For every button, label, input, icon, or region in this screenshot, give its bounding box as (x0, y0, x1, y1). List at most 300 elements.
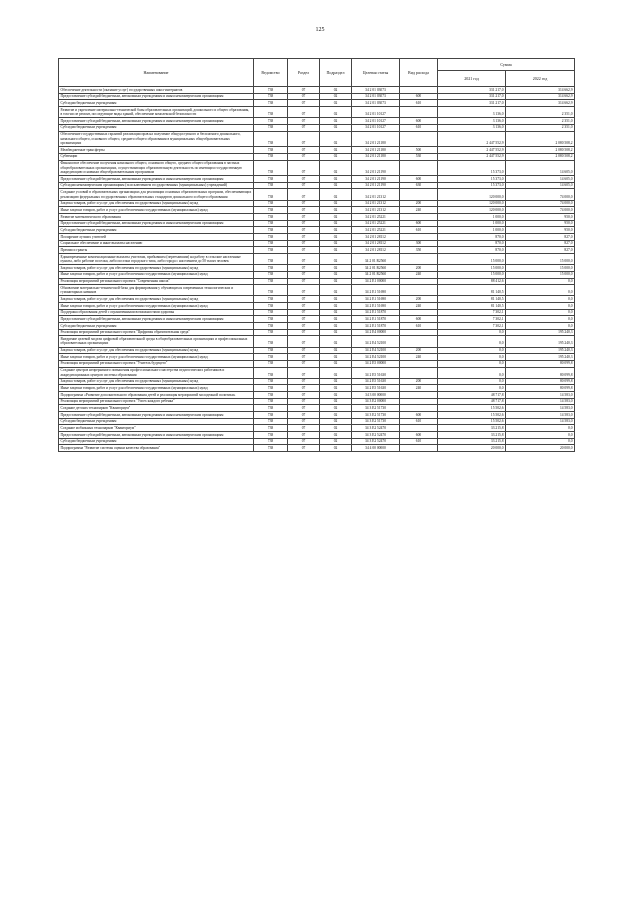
row-subsection: 02 (320, 392, 352, 399)
row-section: 07 (288, 234, 320, 241)
row-expense-type: 610 (400, 438, 438, 445)
row-target: 34 2 01 21312 (352, 200, 400, 207)
row-name: Развитие и укрепление материально-технической базы образовательных организаций, дошкольного и общего образования, в том числе ремонт, последующие виды зданий, обеспечение комплексной безопасности (59, 107, 254, 118)
row-expense-type: 600 (400, 220, 438, 227)
table-row (59, 418, 575, 425)
row-department: 738 (254, 247, 288, 254)
row-sum-2021: 0,0 (438, 354, 506, 361)
budget-table (58, 58, 575, 452)
table-row (59, 234, 575, 241)
row-sum-2021: 870,0 (438, 234, 506, 241)
row-expense-type (400, 405, 438, 412)
row-expense-type (400, 425, 438, 432)
row-sum-2022: 314 662,9 (506, 93, 575, 100)
row-subsection: 02 (320, 213, 352, 220)
row-name: Субсидии некоммерческим организациям (за исключением государственных (муниципальных) учреждений) (59, 182, 254, 189)
row-department: 738 (254, 220, 288, 227)
row-department: 738 (254, 124, 288, 131)
row-section: 07 (288, 329, 320, 336)
header-department: Ведомство (254, 59, 288, 87)
row-department: 738 (254, 93, 288, 100)
table-row (59, 278, 575, 285)
row-sum-2021: 1 000,0 (438, 227, 506, 234)
row-subsection: 02 (320, 445, 352, 452)
row-sum-2022: 14 583,0 (506, 412, 575, 419)
row-name: Подпрограмма «Развитие дополнительного образования детей и реализация мероприятий молодежной политики» (59, 392, 254, 399)
row-department: 738 (254, 271, 288, 278)
row-sum-2022: 2 080 508,2 (506, 147, 575, 154)
row-target: 34 2 E5 51630 (352, 385, 400, 392)
row-expense-type (400, 87, 438, 94)
row-subsection: 02 (320, 367, 352, 378)
row-sum-2022: 0,0 (506, 285, 575, 296)
row-sum-2021: 33 215,8 (438, 425, 506, 432)
row-sum-2021: 3 136,0 (438, 107, 506, 118)
row-section: 07 (288, 285, 320, 296)
row-name: Субсидии бюджетным учреждениям (59, 438, 254, 445)
row-sum-2021: 331 217,0 (438, 93, 506, 100)
row-department: 738 (254, 378, 288, 385)
row-target: 34 2 01 21180 (352, 153, 400, 160)
row-department: 738 (254, 100, 288, 107)
row-target: 34 2 01 10127 (352, 118, 400, 125)
table-row (59, 367, 575, 378)
table-row (59, 412, 575, 419)
row-sum-2021: 120 000,0 (438, 200, 506, 207)
table-row (59, 347, 575, 354)
row-subsection: 02 (320, 100, 352, 107)
row-subsection: 02 (320, 200, 352, 207)
row-section: 07 (288, 316, 320, 323)
row-target: 34 2 01 28112 (352, 240, 400, 247)
row-section: 07 (288, 392, 320, 399)
row-section: 07 (288, 438, 320, 445)
row-subsection: 02 (320, 438, 352, 445)
row-sum-2021: 15 502,6 (438, 412, 506, 419)
row-section: 07 (288, 207, 320, 214)
row-expense-type: 610 (400, 124, 438, 131)
row-expense-type (400, 360, 438, 367)
row-section: 07 (288, 432, 320, 439)
row-sum-2022: 14 583,0 (506, 392, 575, 399)
row-name: Создание детских технопарков "Кванториум" (59, 405, 254, 412)
row-target: 34 2 01 R2560 (352, 271, 400, 278)
row-department: 738 (254, 207, 288, 214)
table-row (59, 200, 575, 207)
row-sum-2022: 195 240,3 (506, 347, 575, 354)
row-subsection: 02 (320, 278, 352, 285)
row-name: Обеспечение государственных гарантий реализации прав на получение общедоступного и бесплатного дошкольного, начального общего, основного общего, среднего общего образования в муниципальных общеобразовательных организациях (59, 131, 254, 147)
row-sum-2022: 195 240,3 (506, 354, 575, 361)
row-target: 34 3 E2 51730 (352, 418, 400, 425)
row-department: 738 (254, 160, 288, 176)
row-target: 34 2 01 R2560 (352, 265, 400, 272)
row-target: 34 2 01 21190 (352, 176, 400, 183)
row-sum-2022: 15 000,0 (506, 254, 575, 265)
table-row (59, 207, 575, 214)
row-expense-type: 600 (400, 412, 438, 419)
row-subsection: 02 (320, 227, 352, 234)
row-section: 07 (288, 131, 320, 147)
table-row (59, 392, 575, 399)
row-name: Субсидии бюджетным учреждениям (59, 323, 254, 330)
row-name: Предоставление субсидий бюджетным, автономным учреждениям и иным некоммерческим организациям (59, 93, 254, 100)
row-sum-2021: 2 447 552,9 (438, 153, 506, 160)
row-expense-type (400, 309, 438, 316)
row-sum-2021: 7 302,1 (438, 316, 506, 323)
row-subsection: 02 (320, 405, 352, 412)
row-section: 07 (288, 265, 320, 272)
table-row (59, 189, 575, 200)
row-target: 34 2 01 25221 (352, 220, 400, 227)
row-sum-2022: 14 583,0 (506, 398, 575, 405)
row-department: 738 (254, 418, 288, 425)
row-department: 738 (254, 189, 288, 200)
table-row (59, 360, 575, 367)
row-sum-2021: 331 217,0 (438, 87, 506, 94)
row-expense-type (400, 213, 438, 220)
row-name: Обновление материально-технической базы для формирования у обучающихся современных технологических и гуманитарных навыков (59, 285, 254, 296)
row-expense-type: 200 (400, 200, 438, 207)
header-year-2022: 2022 год (506, 71, 575, 87)
row-department: 738 (254, 367, 288, 378)
row-section: 07 (288, 87, 320, 94)
row-subsection: 02 (320, 124, 352, 131)
row-section: 07 (288, 227, 320, 234)
row-sum-2022: 827,0 (506, 247, 575, 254)
row-sum-2022: 80 099,8 (506, 378, 575, 385)
row-name: Субсидии бюджетным учреждениям (59, 100, 254, 107)
row-target: 34 3 00 00000 (352, 392, 400, 399)
row-name: Реализация мероприятий регионального проекта "Цифровая образовательная среда" (59, 329, 254, 336)
row-subsection: 02 (320, 118, 352, 125)
row-expense-type (400, 285, 438, 296)
row-sum-2021: 15 373,0 (438, 182, 506, 189)
row-target: 34 2 01 21190 (352, 160, 400, 176)
row-section: 07 (288, 398, 320, 405)
row-sum-2021: 870,0 (438, 247, 506, 254)
table-row (59, 254, 575, 265)
row-department: 738 (254, 147, 288, 154)
row-subsection: 02 (320, 425, 352, 432)
row-sum-2021: 7 302,1 (438, 309, 506, 316)
row-department: 738 (254, 87, 288, 94)
row-sum-2021: 81 140,5 (438, 303, 506, 310)
row-expense-type: 200 (400, 378, 438, 385)
row-expense-type (400, 398, 438, 405)
row-sum-2021: 15 502,6 (438, 405, 506, 412)
row-department: 738 (254, 303, 288, 310)
row-expense-type: 500 (400, 147, 438, 154)
row-sum-2021: 7 302,1 (438, 323, 506, 330)
row-subsection: 02 (320, 240, 352, 247)
row-subsection: 02 (320, 432, 352, 439)
row-sum-2021: 120 000,0 (438, 207, 506, 214)
row-name: Предоставление субсидий бюджетным, автономным учреждениям и иным некоммерческим организациям (59, 118, 254, 125)
row-expense-type: 200 (400, 296, 438, 303)
row-expense-type (400, 278, 438, 285)
table-row (59, 93, 575, 100)
row-subsection: 02 (320, 316, 352, 323)
row-subsection: 02 (320, 220, 352, 227)
table-row (59, 153, 575, 160)
row-subsection: 02 (320, 147, 352, 154)
row-section: 07 (288, 418, 320, 425)
row-department: 738 (254, 234, 288, 241)
row-name: Предоставление субсидий бюджетным, автономным учреждениям и иным некоммерческим организациям (59, 412, 254, 419)
row-subsection: 02 (320, 329, 352, 336)
row-department: 738 (254, 118, 288, 125)
row-section: 07 (288, 354, 320, 361)
row-department: 738 (254, 213, 288, 220)
table-row (59, 378, 575, 385)
row-subsection: 02 (320, 398, 352, 405)
row-name: Реализация мероприятий регионального проекта "Современная школа" (59, 278, 254, 285)
table-row (59, 220, 575, 227)
row-expense-type: 350 (400, 247, 438, 254)
row-department: 738 (254, 309, 288, 316)
row-sum-2022: 0,0 (506, 278, 575, 285)
row-name: Субсидии бюджетным учреждениям (59, 124, 254, 131)
row-target: 34 2 E1 51870 (352, 323, 400, 330)
row-expense-type (400, 329, 438, 336)
row-subsection: 02 (320, 87, 352, 94)
row-subsection: 02 (320, 107, 352, 118)
row-sum-2021: 0,0 (438, 360, 506, 367)
header-year-2021: 2021 год (438, 71, 506, 87)
table-row (59, 316, 575, 323)
row-section: 07 (288, 412, 320, 419)
row-section: 07 (288, 296, 320, 303)
row-sum-2022: 0,0 (506, 303, 575, 310)
table-row (59, 425, 575, 432)
row-section: 07 (288, 303, 320, 310)
row-sum-2021: 870,0 (438, 240, 506, 247)
row-expense-type: 200 (400, 265, 438, 272)
row-sum-2022: 950,0 (506, 220, 575, 227)
row-sum-2022: 14 583,0 (506, 405, 575, 412)
row-subsection: 02 (320, 265, 352, 272)
table-row (59, 213, 575, 220)
row-sum-2022: 827,0 (506, 240, 575, 247)
row-sum-2022: 0,0 (506, 438, 575, 445)
row-sum-2022: 314 662,9 (506, 87, 575, 94)
row-department: 738 (254, 227, 288, 234)
row-sum-2022: 2 080 508,2 (506, 153, 575, 160)
table-row (59, 160, 575, 176)
row-expense-type: 600 (400, 93, 438, 100)
table-row (59, 227, 575, 234)
row-target: 34 2 E1 00000 (352, 278, 400, 285)
row-expense-type: 600 (400, 118, 438, 125)
row-sum-2022: 15 000,0 (506, 271, 575, 278)
row-target: 34 2 01 21190 (352, 182, 400, 189)
row-target: 34 3 E2 00000 (352, 398, 400, 405)
row-name: Предоставление субсидий бюджетным, автономным учреждениям и иным некоммерческим организациям (59, 176, 254, 183)
row-subsection: 02 (320, 93, 352, 100)
row-section: 07 (288, 385, 320, 392)
row-name: Иные закупки товаров, работ и услуг для обеспечения государственных (муниципальных) нужд (59, 354, 254, 361)
row-department: 738 (254, 405, 288, 412)
header-expense-type: Вид расхода (400, 59, 438, 87)
row-sum-2021: 0,0 (438, 385, 506, 392)
row-subsection: 02 (320, 153, 352, 160)
row-expense-type: 600 (400, 176, 438, 183)
row-section: 07 (288, 309, 320, 316)
row-department: 738 (254, 200, 288, 207)
table-row (59, 265, 575, 272)
row-sum-2022: 827,0 (506, 234, 575, 241)
row-subsection: 02 (320, 303, 352, 310)
row-name: Закупка товаров, работ и услуг для обеспечения государственных (муниципальных) нужд (59, 347, 254, 354)
row-section: 07 (288, 271, 320, 278)
row-sum-2021: 3 136,0 (438, 118, 506, 125)
row-name: Финансовое обеспечение получения начального общего, основного общего, среднего общего образования в частных общеобразовательных организациях, осуществляющих образовательную деятельность по имеющим государственную аккредитацию основным общеобразовательным программам (59, 160, 254, 176)
table-row (59, 87, 575, 94)
row-expense-type: 200 (400, 347, 438, 354)
row-subsection: 02 (320, 234, 352, 241)
row-target: 34 2 01 10127 (352, 124, 400, 131)
row-subsection: 02 (320, 309, 352, 316)
row-name: Предоставление субсидий бюджетным, автономным учреждениям и иным некоммерческим организациям (59, 220, 254, 227)
row-sum-2021: 81 140,5 (438, 285, 506, 296)
table-row (59, 329, 575, 336)
row-section: 07 (288, 93, 320, 100)
row-subsection: 02 (320, 296, 352, 303)
row-section: 07 (288, 445, 320, 452)
row-department: 738 (254, 316, 288, 323)
row-name: Закупка товаров, работ и услуг для обеспечения государственных (муниципальных) нужд (59, 200, 254, 207)
row-section: 07 (288, 124, 320, 131)
row-name: Поддержка образования детей с ограниченными возможностями здоровья (59, 309, 254, 316)
row-subsection: 02 (320, 336, 352, 347)
row-sum-2022: 0,0 (506, 296, 575, 303)
row-name: Иные закупки товаров, работ и услуг для обеспечения государственных (муниципальных) нужд (59, 385, 254, 392)
row-target: 34 2 E4 52100 (352, 347, 400, 354)
row-sum-2022: 950,0 (506, 227, 575, 234)
header-subsection: Подраздел (320, 59, 352, 87)
row-target: 34 2 E1 51690 (352, 296, 400, 303)
row-section: 07 (288, 153, 320, 160)
row-sum-2021: 2 447 552,9 (438, 147, 506, 154)
row-section: 07 (288, 213, 320, 220)
row-target: 34 2 01 10127 (352, 107, 400, 118)
row-sum-2021: 15 373,0 (438, 160, 506, 176)
page-number: 125 (315, 27, 325, 33)
row-section: 07 (288, 247, 320, 254)
row-sum-2022: 0,0 (506, 316, 575, 323)
row-target: 34 3 E2 52470 (352, 432, 400, 439)
table-row (59, 131, 575, 147)
row-department: 738 (254, 347, 288, 354)
row-department: 738 (254, 445, 288, 452)
row-expense-type (400, 160, 438, 176)
row-sum-2022: 14 605,0 (506, 160, 575, 176)
row-department: 738 (254, 131, 288, 147)
row-section: 07 (288, 176, 320, 183)
table-row (59, 118, 575, 125)
row-section: 07 (288, 378, 320, 385)
row-department: 738 (254, 360, 288, 367)
row-section: 07 (288, 200, 320, 207)
row-target: 34 4 00 00000 (352, 445, 400, 452)
row-sum-2021: 33 215,8 (438, 438, 506, 445)
row-sum-2022: 15 000,0 (506, 265, 575, 272)
row-target: 34 2 01 21312 (352, 207, 400, 214)
header-section: Раздел (288, 59, 320, 87)
row-name: Иные закупки товаров, работ и услуг для обеспечения государственных (муниципальных) нужд (59, 303, 254, 310)
row-sum-2021: 0,0 (438, 367, 506, 378)
row-sum-2022: 20 000,0 (506, 445, 575, 452)
row-name: Создание мобильных технопарков "Кванториум" (59, 425, 254, 432)
row-department: 738 (254, 432, 288, 439)
table-row (59, 445, 575, 452)
row-sum-2022: 0,0 (506, 432, 575, 439)
row-subsection: 02 (320, 412, 352, 419)
row-subsection: 02 (320, 347, 352, 354)
row-sum-2022: 195 240,3 (506, 336, 575, 347)
row-target: 34 2 E5 00000 (352, 360, 400, 367)
row-sum-2022: 195 240,3 (506, 329, 575, 336)
row-sum-2022: 2 351,0 (506, 118, 575, 125)
row-section: 07 (288, 118, 320, 125)
row-target: 34 2 E4 52100 (352, 354, 400, 361)
row-name: Реализация мероприятий регионального проекта "Успех каждого ребенка" (59, 398, 254, 405)
row-sum-2022: 0,0 (506, 425, 575, 432)
row-department: 738 (254, 323, 288, 330)
table-row (59, 182, 575, 189)
row-sum-2022: 74 000,0 (506, 200, 575, 207)
row-expense-type: 240 (400, 207, 438, 214)
row-name: Иные закупки товаров, работ и услуг для обеспечения государственных (муниципальных) нужд (59, 271, 254, 278)
row-sum-2021: 3 136,0 (438, 124, 506, 131)
row-target: 34 2 01 03073 (352, 93, 400, 100)
row-target: 34 2 01 03073 (352, 100, 400, 107)
row-expense-type (400, 107, 438, 118)
row-name: Создание условий в образовательных организациях для реализации основных образовательных программ, обеспечивающих реализацию федеральных государственных образовательных стандартов дошкольного и общего образования (59, 189, 254, 200)
row-expense-type: 530 (400, 153, 438, 160)
row-sum-2022: 80 099,8 (506, 360, 575, 367)
table-row (59, 147, 575, 154)
table-row (59, 432, 575, 439)
row-name: Создание центров непрерывного повышения профессионального мастерства педагогических работников и аккредитационных центров системы образования (59, 367, 254, 378)
row-sum-2022: 14 583,0 (506, 418, 575, 425)
row-expense-type: 240 (400, 303, 438, 310)
row-sum-2021: 15 373,0 (438, 176, 506, 183)
row-section: 07 (288, 347, 320, 354)
row-sum-2021: 0,0 (438, 336, 506, 347)
row-subsection: 02 (320, 285, 352, 296)
row-department: 738 (254, 240, 288, 247)
row-name: Поощрение лучших учителей (59, 234, 254, 241)
row-section: 07 (288, 336, 320, 347)
row-name: Единовременные компенсационные выплаты учителям, прибывшим (переехавшим) на работу в сельские населенные пункты, либо рабочие поселки, либо поселки городского типа, либо города с населением до 50 тысяч человек (59, 254, 254, 265)
row-target: 34 2 01 25221 (352, 213, 400, 220)
table-row (59, 240, 575, 247)
row-department: 738 (254, 278, 288, 285)
table-row (59, 247, 575, 254)
row-sum-2021: 48 717,8 (438, 398, 506, 405)
row-name: Закупка товаров, работ и услуг для обеспечения государственных (муниципальных) нужд (59, 378, 254, 385)
row-expense-type: 610 (400, 323, 438, 330)
row-sum-2022: 2 351,0 (506, 124, 575, 131)
row-expense-type: 240 (400, 271, 438, 278)
row-expense-type: 600 (400, 432, 438, 439)
row-target: 34 2 01 R2560 (352, 254, 400, 265)
row-target: 34 2 E5 51630 (352, 378, 400, 385)
row-expense-type: 240 (400, 385, 438, 392)
row-sum-2021: 0,0 (438, 378, 506, 385)
